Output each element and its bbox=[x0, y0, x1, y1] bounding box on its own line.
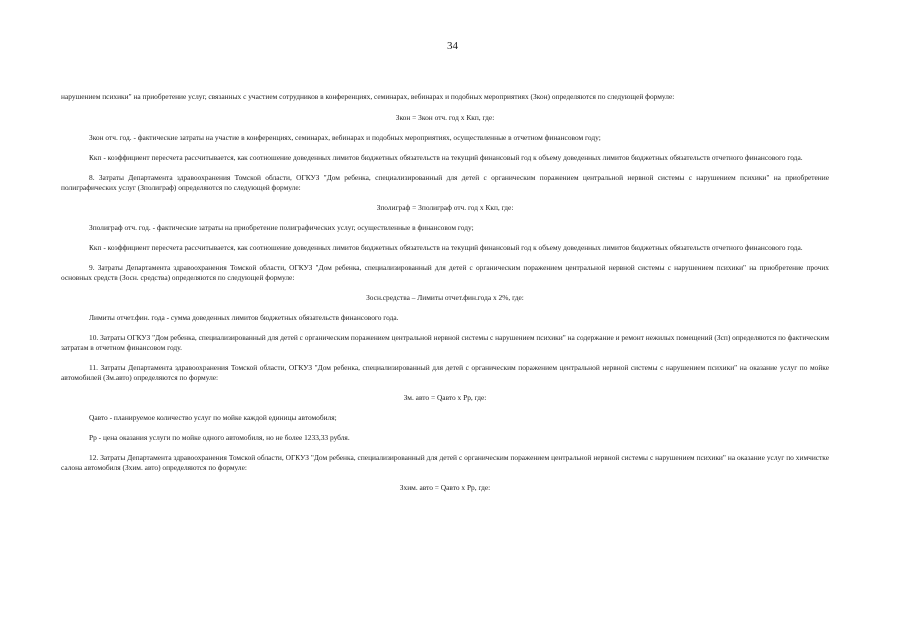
paragraph-rr-definition: Рр - цена оказания услуги по мойке одного автомобиля, но не более 1233,33 рубля. bbox=[89, 433, 350, 442]
formula-zhim-avto: Зхим. авто = Qавто x Рр, где: bbox=[399, 483, 491, 492]
formula-zosn-sredstva: Зосн.средства – Лимиты отчет.фин.года x 2%, где: bbox=[366, 293, 524, 302]
paragraph-continuation: нарушением психики" на приобретение услуг, связанных с участием сотрудников в конференциях, семинарах, вебинарах и подобных мероприятиях (Зкон) определяются по следующей формуле: bbox=[61, 92, 675, 101]
paragraph-item-10: 10. Затраты ОГКУЗ "Дом ребенка, специализированный для детей с органическим поражением центральной нервной системы с нарушением психики" на содержание и ремонт нежилых помещений (Зсп) определяются по фактическим затратам в отчетном финансовом году. bbox=[61, 333, 829, 352]
paragraph-limity-definition: Лимиты отчет.фин. года - сумма доведенных лимитов бюджетных обязательств финансового года. bbox=[89, 313, 399, 322]
formula-zpoligraf: Зполиграф = Зполиграф отч. год x Ккп, где: bbox=[376, 203, 514, 212]
paragraph-item-8: 8. Затраты Департамента здравоохранения Томской области, ОГКУЗ "Дом ребенка, специализированный для детей с органическим поражением центральной нервной системы с нарушением психики" на приобретение полиграфических услуг (Зполиграф) определяются по следующей формуле: bbox=[61, 173, 829, 192]
paragraph-qavto-definition: Qавто - планируемое количество услуг по мойке каждой единицы автомобиля; bbox=[89, 413, 337, 422]
formula-zm-avto: Зм. авто = Qавто x Рр, где: bbox=[403, 393, 487, 402]
paragraph-item-11: 11. Затраты Департамента здравоохранения Томской области, ОГКУЗ "Дом ребенка, специализированный для детей с органическим поражением центральной нервной системы с нарушением психики" на оказание услуг по мойке автомобилей (Зм.авто) определяются по формуле: bbox=[61, 363, 829, 382]
paragraph-kkp-definition: Ккп - коэффициент пересчета рассчитывается, как соотношение доведенных лимитов бюджетных обязательств на текущий финансовый год к объему доведенных лимитов бюджетных обязательств отчетного финансового года. bbox=[89, 153, 803, 162]
page-number: 34 bbox=[447, 40, 458, 52]
formula-zkon: Зкон = Зкон отч. год x Ккп, где: bbox=[395, 113, 495, 122]
document-body bbox=[61, 92, 829, 493]
paragraph-item-12: 12. Затраты Департамента здравоохранения Томской области, ОГКУЗ "Дом ребенка, специализированный для детей с органическим поражением центральной нервной системы с нарушением психики" на оказание услуг по химчистке салона автомобиля (Зхим. авто) определяются по формуле: bbox=[61, 453, 829, 472]
paragraph-zpoligraf-definition: Зполиграф отч. год. - фактические затраты на приобретение полиграфических услуг, осуществленные в финансовом году; bbox=[89, 223, 474, 232]
paragraph-zkon-definition: Зкон отч. год. - фактические затраты на участие в конференциях, семинарах, вебинарах и подобных мероприятиях, осуществленные в отчетном финансовом году; bbox=[89, 133, 601, 142]
paragraph-item-9: 9. Затраты Департамента здравоохранения Томской области, ОГКУЗ "Дом ребенка, специализированный для детей с органическим поражением центральной нервной системы с нарушением психики" на приобретение прочих основных средств (Зосн. средства) определяются по следующей формуле: bbox=[61, 263, 829, 282]
paragraph-kkp-definition-2: Ккп - коэффициент пересчета рассчитывается, как соотношение доведенных лимитов бюджетных обязательств на текущий финансовый год к объему доведенных лимитов бюджетных обязательств отчетного финансового года. bbox=[89, 243, 803, 252]
